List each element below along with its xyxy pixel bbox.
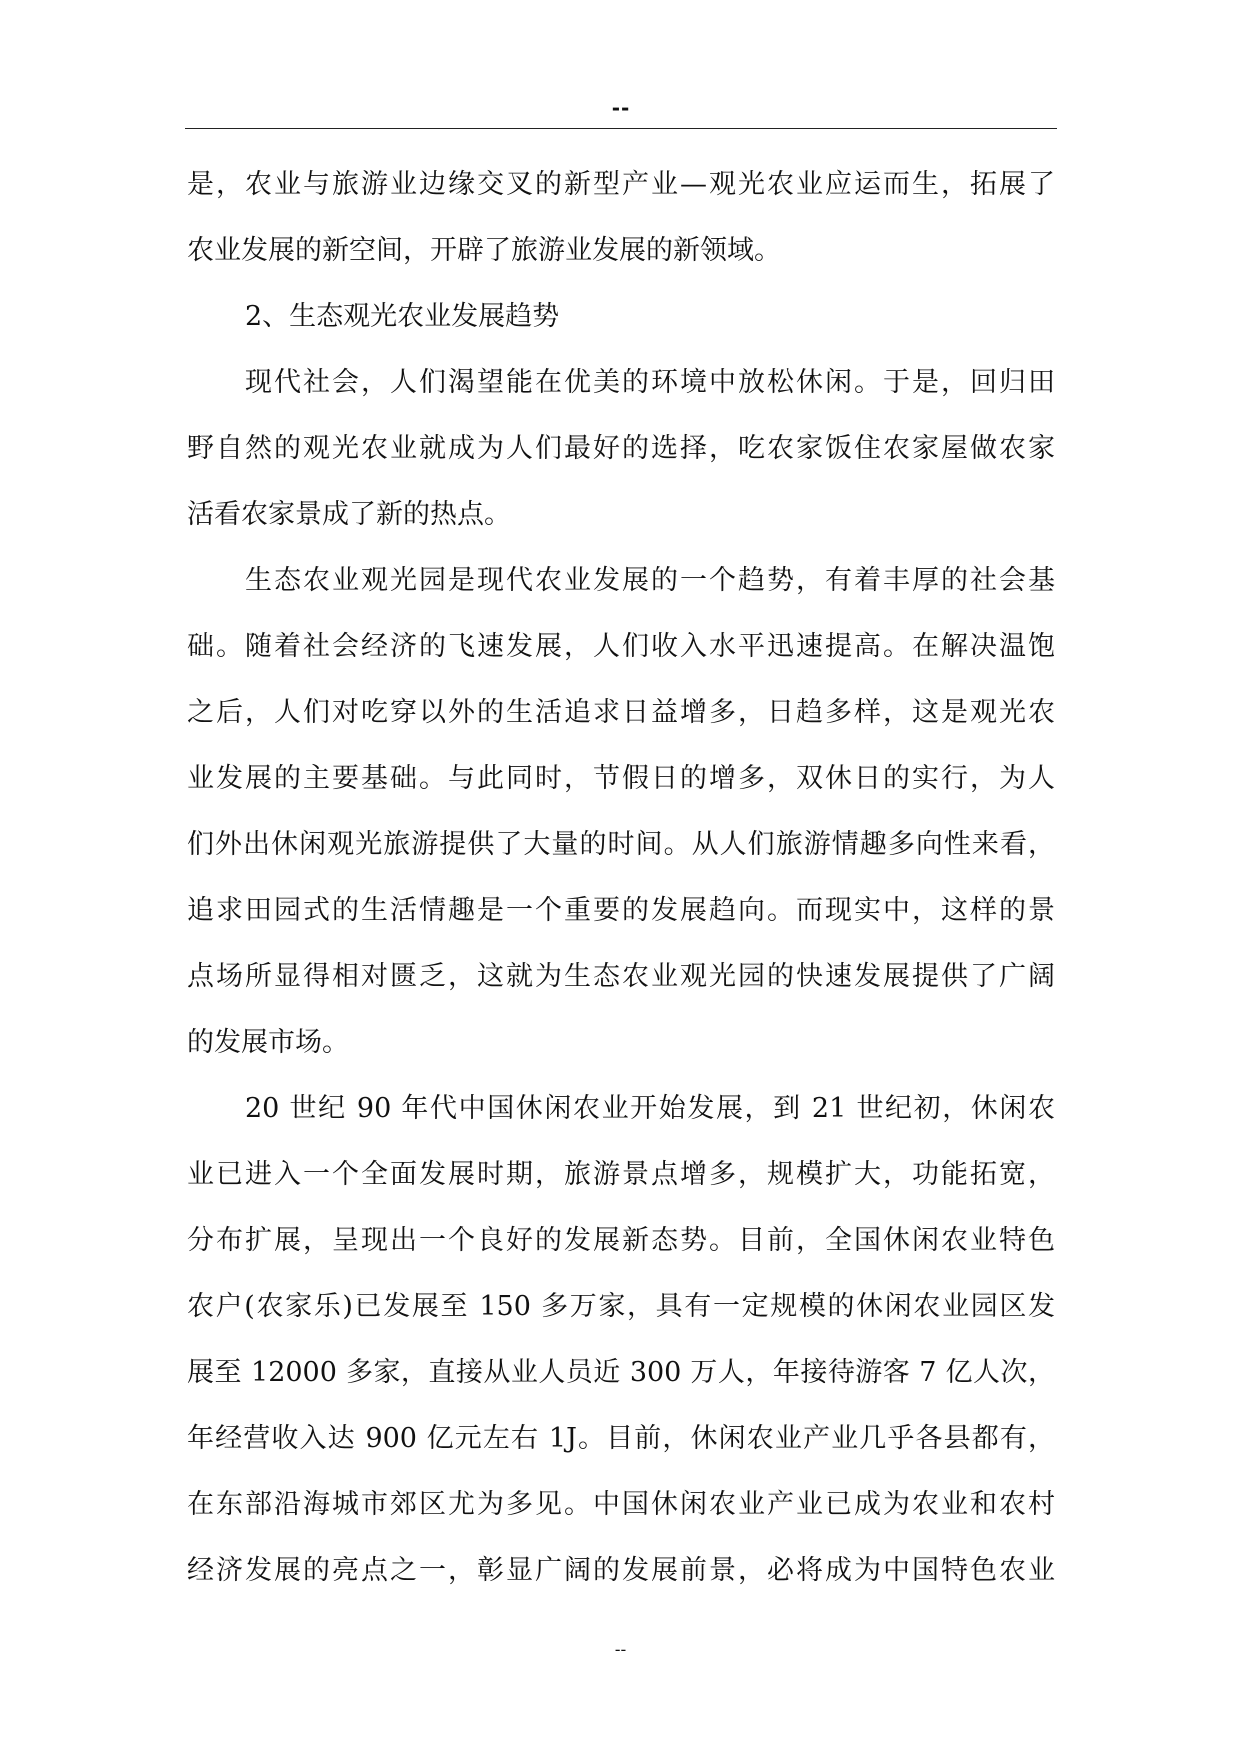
text-line: 是，农业与旅游业边缘交叉的新型产业—观光农业应运而生，拓展了 bbox=[187, 169, 1055, 200]
text-line: 分布扩展，呈现出一个良好的发展新态势。目前，全国休闲农业特色 bbox=[187, 1225, 1055, 1256]
text-line: 现代社会，人们渴望能在优美的环境中放松休闲。于是，回归田 bbox=[245, 367, 1055, 398]
text-line: 年经营收入达 900 亿元左右 1J。目前，休闲农业产业几乎各县都有， bbox=[187, 1423, 1055, 1454]
text-line: 经济发展的亮点之一，彰显广阔的发展前景，必将成为中国特色农业 bbox=[187, 1555, 1055, 1586]
text-line: 活看农家景成了新的热点。 bbox=[187, 499, 511, 530]
page-footer: -- bbox=[614, 1640, 627, 1659]
text-line: 们外出休闲观光旅游提供了大量的时间。从人们旅游情趣多向性来看， bbox=[187, 829, 1055, 860]
text-line: 的发展市场。 bbox=[187, 1027, 349, 1058]
text-line: 之后，人们对吃穿以外的生活追求日益增多，日趋多样，这是观光农 bbox=[187, 697, 1055, 728]
document-body bbox=[187, 152, 1055, 1604]
text-line: 农户(农家乐)已发展至 150 多万家，具有一定规模的休闲农业园区发 bbox=[187, 1291, 1055, 1322]
text-line: 业发展的主要基础。与此同时，节假日的增多，双休日的实行，为人 bbox=[187, 763, 1055, 794]
text-line: 展至 12000 多家，直接从业人员近 300 万人，年接待游客 7 亿人次， bbox=[187, 1357, 1055, 1388]
header-mark: -- bbox=[611, 96, 631, 120]
text-line: 野自然的观光农业就成为人们最好的选择，吃农家饭住农家屋做农家 bbox=[187, 433, 1055, 464]
text-line: 生态农业观光园是现代农业发展的一个趋势，有着丰厚的社会基 bbox=[245, 565, 1055, 596]
section-heading: 2、生态观光农业发展趋势 bbox=[245, 301, 560, 332]
text-line: 点场所显得相对匮乏，这就为生态农业观光园的快速发展提供了广阔 bbox=[187, 961, 1055, 992]
page-header bbox=[185, 98, 1057, 129]
text-line: 20 世纪 90 年代中国休闲农业开始发展，到 21 世纪初，休闲农 bbox=[245, 1093, 1055, 1124]
text-line: 础。随着社会经济的飞速发展，人们收入水平迅速提高。在解决温饱 bbox=[187, 631, 1055, 662]
text-line: 在东部沿海城市郊区尤为多见。中国休闲农业产业已成为农业和农村 bbox=[187, 1489, 1055, 1520]
text-line: 农业发展的新空间，开辟了旅游业发展的新领域。 bbox=[187, 235, 781, 266]
text-line: 业已进入一个全面发展时期，旅游景点增多，规模扩大，功能拓宽， bbox=[187, 1159, 1055, 1190]
text-line: 追求田园式的生活情趣是一个重要的发展趋向。而现实中，这样的景 bbox=[187, 895, 1055, 926]
